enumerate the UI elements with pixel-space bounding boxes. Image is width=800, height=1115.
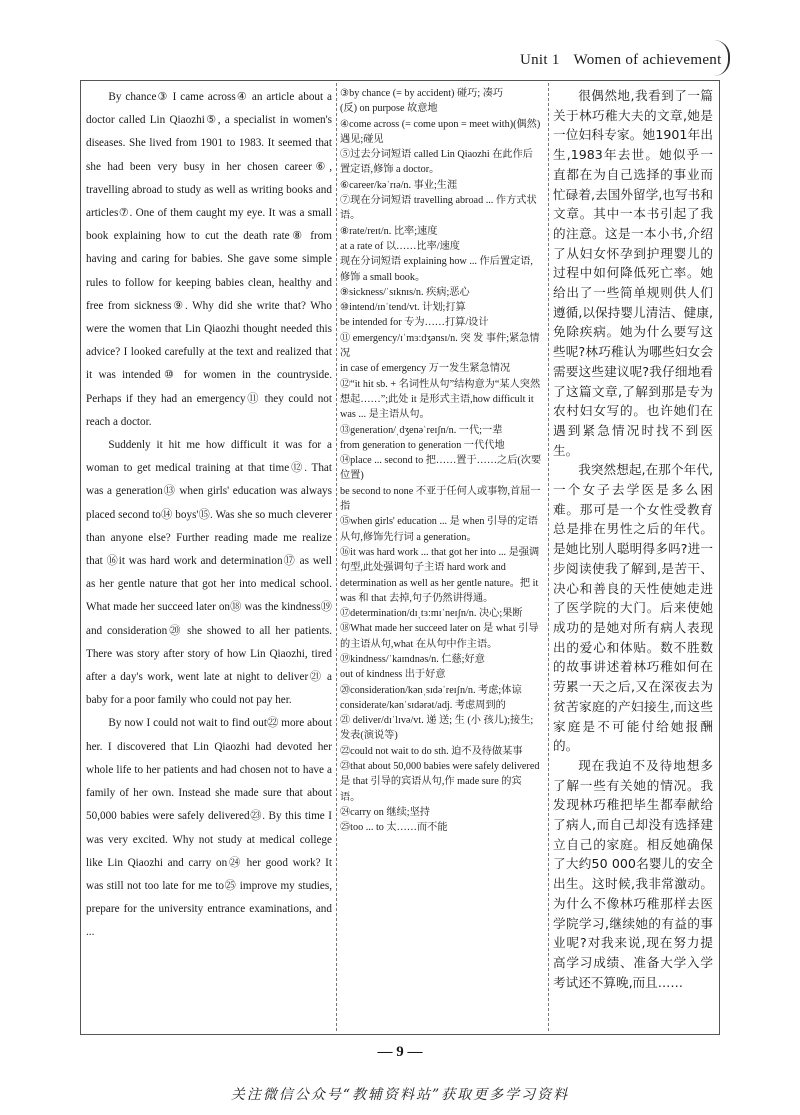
- note-item: ㉓that about 50,000 babies were safely delivered 是 that 引导的宾语从句,作 made sure 的宾语。: [340, 761, 540, 803]
- note-item: ⑯it was hard work ... that got her into ... 是强调句型,此处强调句子主语 hard work and determination as well as her gentle nature。把 it was 和 that 去掉,句子仍然讲得通。: [340, 546, 540, 604]
- translation-paragraph-1: 很偶然地,我看到了一篇关于林巧稚大夫的文章,她是一位妇科专家。她1901年出生,1983年去世。她似乎一直都在为自己选择的事业而忙碌着,去国外留学,也写书和文章。其中一本书引起了我的注意。这是一本小书,介绍了从妇女怀孕到护理婴儿的过程中如何降低死亡率。她给出了一些简单规则供人们遵循,以保持婴儿清洁、健康,免除疾病。她为什么要写这些呢?林巧稚认为哪些妇女会需要这些建议呢?我仔细地看了这篇文章,了解到那是专为农村妇女写的。也许她们在遇到紧急情况时找不到医生。: [553, 88, 713, 458]
- english-paragraph-3: By now I could not wait to find out㉒ more about her. I discovered that Lin Qiaozhi had devoted her whole life to her patients and had chosen not to have a family of her own. Instead she made sure that about 50,000 babies were safely delivered㉓. By this time I was very excited. Why not study at medical college like Lin Qiaozhi and carry on㉔ her good work? It was still not too late for me to㉕ improve my studies, prepare for the university entrance examinations, and ...: [86, 717, 332, 939]
- note-item: ⑫“it hit sb. + 名词性从句”结构意为“某人突然想起……”;此处 it 是形式主语,how difficult it was ... 是主语从句。: [340, 378, 541, 421]
- unit-label: Unit 1: [520, 52, 560, 68]
- note-item: ㉔carry on 继续;坚持: [340, 806, 430, 818]
- note-item: ④come across (= come upon = meet with)(偶然)遇见;碰见: [340, 118, 541, 145]
- note-item: ⑮when girls' education ... 是 when 引导的定语从句,修饰先行词 a generation。: [340, 516, 538, 543]
- note-item: (反) on purpose 故意地: [340, 103, 438, 115]
- note-item: ⑰determination/dɪˌtɜːmɪˈneɪʃn/n. 决心;果断: [340, 608, 523, 620]
- english-text-column: [86, 86, 332, 945]
- note-item: ⑨sickness/ˈsɪknɪs/n. 疾病;恶心: [340, 286, 470, 298]
- note-item: ⑩intend/ɪnˈtend/vt. 计划;打算: [340, 302, 466, 314]
- note-item: ⑳consideration/kənˌsɪdəˈreɪʃn/n. 考虑;体谅: [340, 684, 522, 696]
- note-item: ③by chance (= by accident) 碰巧; 凑巧: [340, 88, 504, 99]
- note-item: ⑱What made her succeed later on 是 what 引导的主语从句,what 在从句中作主语。: [340, 623, 539, 650]
- note-item: ⑲kindness/ˈkaɪndnəs/n. 仁慈;好意: [340, 653, 485, 665]
- note-item: 现在分词短语 explaining how ... 作后置定语,修饰 a small book。: [340, 256, 533, 283]
- note-item: at a rate of 以……比率/速度: [340, 240, 460, 252]
- note-item: in case of emergency 万一发生紧急情况: [340, 363, 511, 375]
- note-item: be second to none 不亚于任何人或事物,首屈一指: [340, 485, 541, 513]
- column-divider-left: [336, 83, 337, 1031]
- english-paragraph-1: By chance③ I came across④ an article about a doctor called Lin Qiaozhi⑤, a specialist in women's diseases. She lived from 1901 to 1983. It seemed that she had been very busy in her chosen career⑥, travelling abroad to study as well as writing books and articles⑦. One of them caught my eye. It was a small book explaining how to cut the death rate⑧ from having and caring for babies. She gave some simple rules to follow for keeping babies clean, healthy and free from sickness⑨. Why did she write that? Who were the women that Lin Qiaozhi thought needed this advice? I looked carefully at the text and realized that it was intended⑩ for women in the countryside. Perhaps if they had an emergency⑪ they could not reach a doctor.: [86, 91, 332, 428]
- note-item: ㉒could not wait to do sth. 迫不及待做某事: [340, 745, 523, 757]
- column-divider-right: [548, 83, 549, 1031]
- note-item: ⑧rate/reɪt/n. 比率;速度: [340, 225, 438, 237]
- unit-title: Women of achievement: [573, 52, 722, 68]
- note-item: ⑬generation/ˌdʒenəˈreɪʃn/n. 一代;一辈: [340, 424, 503, 436]
- page-number: — 9 —: [377, 1044, 423, 1060]
- translation-paragraph-3: 现在我迫不及待地想多了解一些有关她的情况。我发现林巧稚把毕生都奉献给了病人,而自己却没有选择建立自己的家庭。相反她确保了大约50 000名婴儿的安全出生。这时候,我非常激动。为什么不像林巧稚那样去医学院学习,继续她的有益的事业呢?对我来说,现在努力提高学习成绩、准备大学入学考试还不算晚,而且……: [553, 757, 713, 990]
- footer-note: 关注微信公众号“教辅资料站”获取更多学习资料: [230, 1087, 570, 1103]
- note-item: from generation to generation 一代代地: [340, 439, 505, 451]
- english-paragraph-2: Suddenly it hit me how difficult it was for a woman to get medical training at that time⑫. That was a generation⑬ when girls' education was always placed second to⑭ boys'⑮. Was she so much cleverer than anyone else? Further reading made me realize that ⑯it was hard work and determination⑰ as well as her gentle nature that got her into medical school. What made her succeed later on⑱ was the kindness⑲ and consideration⑳ she showed to all her patients. There was story after story of how Lin Qiaozhi, tired after a day's work, went late at night to deliver㉑ a baby for a poor family who could not pay her.: [86, 439, 332, 707]
- header-bracket-decoration: [714, 40, 730, 76]
- note-item: considerate/kənˈsɪdərət/adj. 考虑周到的: [340, 699, 506, 711]
- note-item: ⑦现在分词短语 travelling abroad ... 作方式状语。: [340, 195, 537, 222]
- note-item: ⑤过去分词短语 called Lin Qiaozhi 在此作后置定语,修饰 a doctor。: [340, 149, 533, 176]
- note-item: ⑪ emergency/ɪˈmɜːdʒənsɪ/n. 突 发 事件;紧急情况: [340, 332, 540, 360]
- page-header: [520, 52, 722, 69]
- notes-column: [340, 86, 542, 836]
- note-item: ⑭place ... second to 把……置于……之后(次要位置): [340, 455, 542, 482]
- chinese-translation-column: [553, 86, 713, 992]
- translation-paragraph-2: 我突然想起,在那个年代,一个女子去学医是多么困难。那可是一个女性受教育总是排在男性之后的年代。是她比别人聪明得多吗?进一步阅读使我了解到,是苦干、决心和善良的天性使她走进了医学院的大门。后来使她成功的是她对所有病人表现出的爱心和体贴。数不胜数的故事讲述着林巧稚如何在劳累一天之后,又在深夜去为贫苦家庭的产妇接生,而这些家庭是不可能付给她报酬的。: [553, 462, 713, 754]
- note-item: ㉑ deliver/dɪˈlɪvə/vt. 递 送; 生 (小 孩儿);接生;发表(演说等): [340, 715, 534, 742]
- note-item: out of kindness 出于好意: [340, 669, 446, 681]
- note-item: be intended for 专为……打算/设计: [340, 317, 489, 329]
- note-item: ⑥career/kəˈrɪə/n. 事业;生涯: [340, 179, 458, 191]
- note-item: ㉕too ... to 太……而不能: [340, 822, 448, 834]
